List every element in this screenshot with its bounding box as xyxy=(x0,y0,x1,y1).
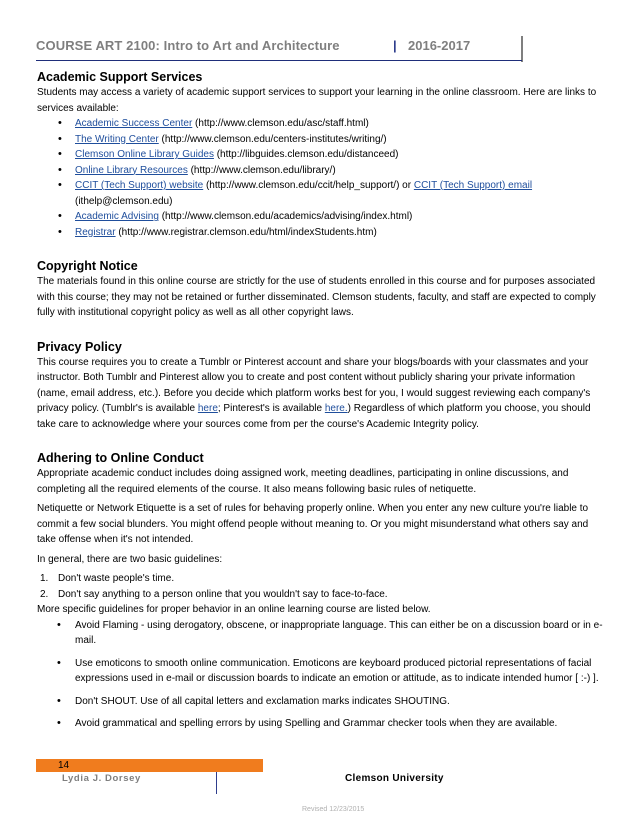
footer-institution: Clemson University xyxy=(345,773,444,784)
privacy-text-part: This course requires you to create a Tumblr or Pinterest account and share your blogs/boards with your classmates and your instructor. Both Tumblr and Pinterest allow you to create and post content without publicly sharing your private information (name, email address, etc.). Before you decide which platform works best for you, I would suggest reviewing each company's privacy policy. (Tumblr's is available xyxy=(37,356,591,414)
section-heading-conduct: Adhering to Online Conduct xyxy=(37,451,204,465)
list-item: • Don't SHOUT. Use of all capital letters and exclamation marks indicates SHOUTING. xyxy=(37,694,605,710)
list-number: 2. xyxy=(40,588,49,600)
header-separator: | xyxy=(393,38,397,53)
list-item xyxy=(37,587,605,603)
link-url-text: (http://libguides.clemson.edu/distanceed) xyxy=(213,149,399,160)
footer-author: Lydia J. Dorsey xyxy=(62,773,141,784)
link-academic-success-center[interactable]: Academic Success Center xyxy=(75,118,193,129)
list-item: • Avoid grammatical and spelling errors by using Spelling and Grammar checker tools when they are available. xyxy=(37,716,605,732)
link-academic-advising[interactable]: Academic Advising xyxy=(75,211,159,222)
section-heading-copyright: Copyright Notice xyxy=(37,259,138,273)
list-item-text: Don't say anything to a person online that you wouldn't say to face-to-face. xyxy=(58,588,388,600)
link-url-text: (http://www.clemson.edu/centers-institutes/writing/) xyxy=(158,133,387,145)
conduct-paragraph-2: Netiquette or Network Etiquette is a set of rules for behaving properly online. When you enter any new culture you're liable to commit a few social blunders. You might offend people without meaning to. Or you might misunderstand what others say and take offense when it's not intended. xyxy=(37,503,589,545)
link-pinterest-privacy[interactable]: here. xyxy=(324,403,348,414)
list-item: • Use emoticons to smooth online communication. Emoticons are keyboard produced pictorial representations of facial expressions used in e-mail or discussion boards to indicate an emotion or attitude, as to indicate intended humor [ :-) ]. xyxy=(37,656,605,687)
list-item xyxy=(37,178,605,209)
list-item xyxy=(37,209,605,225)
link-url-text: (http://www.clemson.edu/academics/advising/index.html) xyxy=(158,211,413,222)
link-url-text: (http://www.clemson.edu/ccit/help_support/) or xyxy=(203,180,414,191)
list-item xyxy=(37,147,605,163)
link-registrar[interactable]: Registrar xyxy=(75,226,116,238)
support-intro: Students may access a variety of academic support services to support your learning in the online classroom. Here are links to services available: xyxy=(37,87,597,114)
header-year: 2016-2017 xyxy=(408,38,471,53)
support-links-list xyxy=(37,116,605,240)
footer-vertical-rule xyxy=(216,772,217,794)
link-ccit-email[interactable]: CCIT (Tech Support) email xyxy=(413,180,533,191)
link-writing-center[interactable]: The Writing Center xyxy=(75,133,159,145)
page-header xyxy=(36,36,488,62)
list-item xyxy=(37,116,605,132)
privacy-text-part: ; Pinterest's is available xyxy=(217,403,325,414)
list-item xyxy=(37,225,605,241)
privacy-text xyxy=(37,355,605,433)
privacy-text-part: ) Regardless of which platform you choose, you should take care to acknowledge where your sources come from per the course's Academic Integrity policy. xyxy=(37,403,591,430)
link-ccit-website[interactable]: CCIT (Tech Support) website xyxy=(75,180,204,191)
copyright-text: The materials found in this online course are strictly for the use of students enrolled in this course and for purposes associated with this course; they may not be retained or further disseminated. Clemson students, faculty, and staff are expected to comply fully with institutional copyright policy as well as all other copyright laws. xyxy=(37,276,596,318)
link-library-guides[interactable]: Clemson Online Library Guides xyxy=(75,149,214,160)
link-tumblr-privacy[interactable]: here xyxy=(197,403,218,414)
list-item: • Avoid Flaming - using derogatory, obscene, or inappropriate language. This can either be on a discussion board or in e-mail. xyxy=(37,618,605,649)
list-number: 1. xyxy=(40,573,49,584)
footer-revised-date: Revised 12/23/2015 xyxy=(302,806,365,813)
conduct-paragraph-1: Appropriate academic conduct includes doing assigned work, meeting deadlines, participating in online discussions, and completing all the required elements of the course. It also means following basic rules of netiquette. xyxy=(37,468,569,495)
conduct-paragraph-4: More specific guidelines for proper behavior in an online learning course are listed below. xyxy=(37,604,431,615)
link-url-text: (http://www.registrar.clemson.edu/html/indexStudents.htm) xyxy=(115,226,377,238)
guidelines-numbered-list xyxy=(37,571,605,602)
link-url-text: (ithelp@clemson.edu) xyxy=(75,195,173,207)
guidelines-bullet-list xyxy=(37,618,605,732)
header-vertical-rule xyxy=(521,36,523,62)
section-heading-support: Academic Support Services xyxy=(37,70,203,84)
list-item xyxy=(37,163,605,179)
footer-page-bar xyxy=(36,759,263,772)
section-heading-privacy: Privacy Policy xyxy=(37,339,122,354)
list-item-text: Don't waste people's time. xyxy=(58,573,175,584)
conduct-paragraph-3: In general, there are two basic guidelines: xyxy=(37,553,223,565)
link-url-text: (http://www.clemson.edu/asc/staff.html) xyxy=(192,118,369,129)
document-body xyxy=(37,70,605,739)
page-number: 14 xyxy=(58,760,70,771)
link-library-resources[interactable]: Online Library Resources xyxy=(75,164,188,176)
link-url-text: (http://www.clemson.edu/library/) xyxy=(187,164,336,176)
header-course-title: COURSE ART 2100: Intro to Art and Architecture xyxy=(36,38,340,53)
header-horizontal-rule xyxy=(36,60,522,61)
list-item xyxy=(37,571,605,587)
list-item xyxy=(37,132,605,148)
